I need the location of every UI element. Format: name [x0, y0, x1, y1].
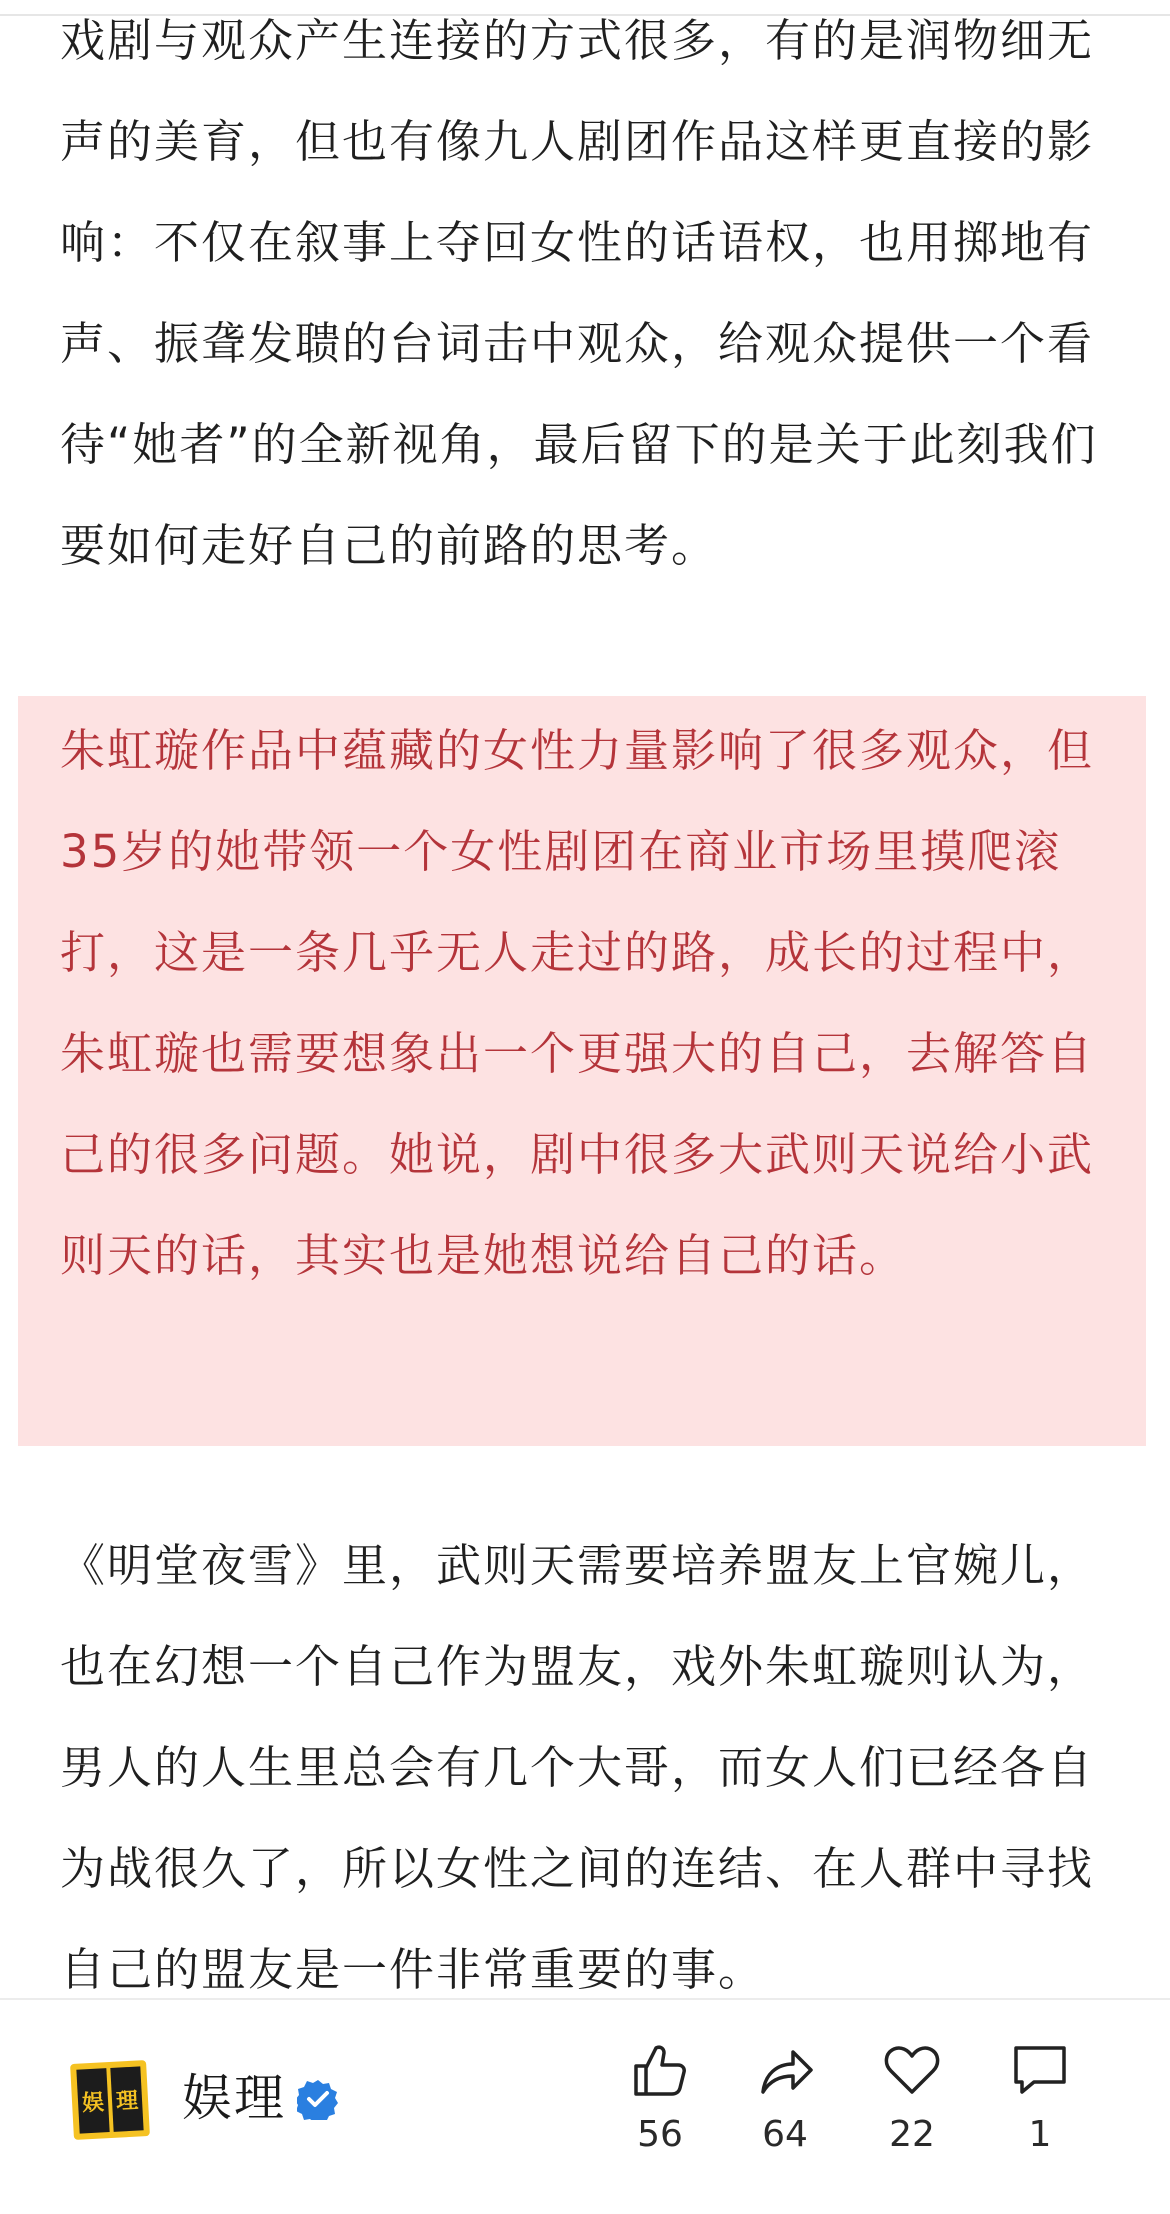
- verified-badge-icon: [297, 2078, 339, 2120]
- favorite-count: 22: [889, 2114, 935, 2155]
- favorite-button[interactable]: [862, 2040, 962, 2155]
- repost-count: 64: [762, 2114, 808, 2155]
- author-name[interactable]: 娱理: [182, 2069, 286, 2127]
- highlight-quote-text: 朱虹璇作品中蕴藏的女性力量影响了很多观众，但35岁的她带领一个女性剧团在商业市场里摸爬滚打，这是一条几乎无人走过的路，成长的过程中，朱虹璇也需要想象出一个更强大的自己，去解答自己的很多问题。她说，剧中很多大武则天说给小武则天的话，其实也是她想说给自己的话。: [60, 724, 1095, 1282]
- repost-button[interactable]: [735, 2040, 835, 2155]
- comment-button[interactable]: [990, 2040, 1090, 2155]
- share-arrow-icon: [755, 2040, 815, 2100]
- thumbs-up-icon: [630, 2040, 690, 2100]
- heart-icon: [882, 2040, 942, 2100]
- article-paragraph: 《明堂夜雪》里，武则天需要培养盟友上官婉儿，也在幻想一个自己作为盟友，戏外朱虹璇则认为，男人的人生里总会有几个大哥，而女人们已经各自为战很久了，所以女性之间的连结、在人群中寻找自己的盟友是一件非常重要的事。: [60, 1539, 1095, 1996]
- comment-bubble-icon: [1010, 2040, 1070, 2100]
- avatar-char: 娱: [76, 2068, 109, 2133]
- like-button[interactable]: [610, 2040, 710, 2155]
- like-count: 56: [637, 2114, 683, 2155]
- bottom-action-bar: [0, 1998, 1170, 2214]
- article-paragraph: 戏剧与观众产生连接的方式很多，有的是润物细无声的美育，但也有像九人剧团作品这样更直接的影响：不仅在叙事上夺回女性的话语权，也用掷地有声、振聋发聩的台词击中观众，给观众提供一个看待“她者”的全新视角，最后留下的是关于此刻我们要如何走好自己的前路的思考。: [60, 14, 1098, 572]
- avatar-char: 理: [110, 2066, 143, 2131]
- comment-count: 1: [1028, 2114, 1052, 2155]
- author-avatar[interactable]: [70, 2060, 150, 2140]
